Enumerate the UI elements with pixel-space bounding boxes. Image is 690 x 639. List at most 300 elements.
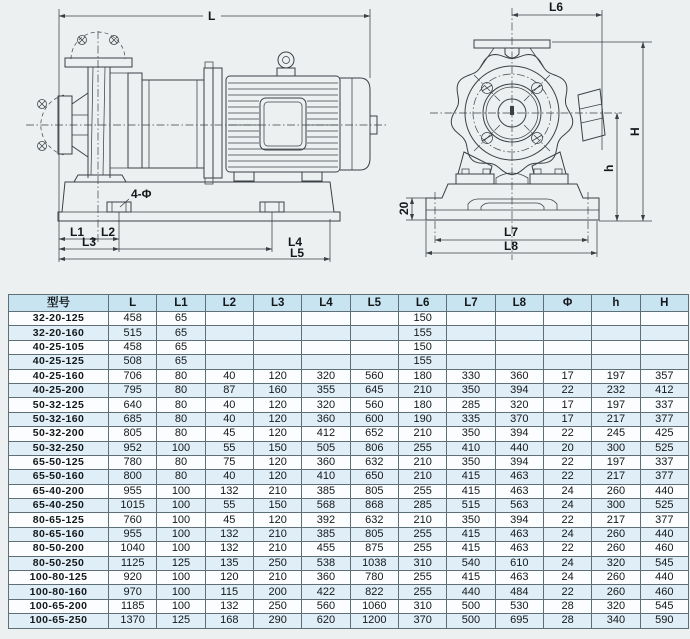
value-cell: 632 <box>350 513 398 527</box>
model-cell: 65-50-125 <box>9 455 109 469</box>
value-cell: 360 <box>302 412 350 426</box>
value-cell: 28 <box>543 599 591 613</box>
value-cell: 805 <box>350 484 398 498</box>
value-cell: 377 <box>640 412 688 426</box>
value-cell: 120 <box>205 571 253 585</box>
value-cell: 100 <box>157 499 205 513</box>
value-cell: 357 <box>640 369 688 383</box>
value-cell <box>302 326 350 340</box>
table-row <box>9 571 689 585</box>
value-cell: 65 <box>157 355 205 369</box>
model-cell: 50-32-125 <box>9 398 109 412</box>
value-cell: 320 <box>592 599 640 613</box>
value-cell: 125 <box>157 614 205 628</box>
value-cell: 505 <box>302 441 350 455</box>
value-cell: 100 <box>157 513 205 527</box>
value-cell: 695 <box>495 614 543 628</box>
value-cell: 484 <box>495 585 543 599</box>
table-row <box>9 383 689 397</box>
value-cell: 22 <box>543 470 591 484</box>
value-cell: 440 <box>640 571 688 585</box>
value-cell: 415 <box>447 571 495 585</box>
value-cell: 563 <box>495 499 543 513</box>
value-cell: 100 <box>157 585 205 599</box>
value-cell: 100 <box>157 484 205 498</box>
value-cell: 190 <box>398 412 446 426</box>
value-cell: 217 <box>592 470 640 484</box>
value-cell: 822 <box>350 585 398 599</box>
pump-dimension-drawings <box>0 0 690 292</box>
model-cell: 100-80-160 <box>9 585 109 599</box>
value-cell: 600 <box>350 412 398 426</box>
value-cell: 120 <box>253 427 301 441</box>
value-cell: 132 <box>205 599 253 613</box>
value-cell: 197 <box>592 455 640 469</box>
value-cell <box>592 340 640 354</box>
value-cell: 120 <box>253 513 301 527</box>
value-cell <box>350 312 398 326</box>
value-cell: 132 <box>205 527 253 541</box>
value-cell: 120 <box>253 398 301 412</box>
side-view-drawing <box>26 9 388 262</box>
value-cell <box>543 355 591 369</box>
value-cell: 1200 <box>350 614 398 628</box>
end-view-drawing <box>397 0 652 260</box>
model-cell: 65-50-160 <box>9 470 109 484</box>
value-cell: 300 <box>592 499 640 513</box>
value-cell: 80 <box>157 412 205 426</box>
value-cell: 460 <box>640 585 688 599</box>
value-cell <box>592 355 640 369</box>
value-cell: 24 <box>543 499 591 513</box>
dim-label-L6: L6 <box>549 0 564 14</box>
value-cell: 394 <box>495 383 543 397</box>
value-cell: 210 <box>253 527 301 541</box>
value-cell: 245 <box>592 427 640 441</box>
value-cell: 80 <box>157 369 205 383</box>
column-header: L <box>109 295 157 312</box>
value-cell: 760 <box>109 513 157 527</box>
value-cell <box>495 355 543 369</box>
value-cell: 1185 <box>109 599 157 613</box>
value-cell: 260 <box>592 542 640 556</box>
value-cell <box>253 326 301 340</box>
value-cell: 350 <box>447 455 495 469</box>
value-cell: 515 <box>109 326 157 340</box>
value-cell <box>205 326 253 340</box>
model-cell: 100-65-250 <box>9 614 109 628</box>
dim-label-L5: L5 <box>290 246 305 260</box>
value-cell: 180 <box>398 398 446 412</box>
value-cell: 260 <box>592 484 640 498</box>
value-cell: 217 <box>592 412 640 426</box>
dim-label-H: H <box>628 127 642 136</box>
column-header: L1 <box>157 295 205 312</box>
value-cell: 320 <box>495 398 543 412</box>
value-cell: 955 <box>109 484 157 498</box>
spec-table-body <box>9 312 689 629</box>
value-cell: 24 <box>543 527 591 541</box>
table-row <box>9 614 689 628</box>
value-cell <box>640 326 688 340</box>
value-cell <box>640 312 688 326</box>
table-row <box>9 312 689 326</box>
value-cell: 255 <box>398 571 446 585</box>
value-cell: 80 <box>157 427 205 441</box>
value-cell <box>253 355 301 369</box>
value-cell <box>495 326 543 340</box>
value-cell: 330 <box>447 369 495 383</box>
value-cell: 463 <box>495 571 543 585</box>
value-cell: 1370 <box>109 614 157 628</box>
column-header: 型号 <box>9 295 109 312</box>
value-cell: 197 <box>592 369 640 383</box>
value-cell: 370 <box>398 614 446 628</box>
value-cell: 210 <box>398 470 446 484</box>
value-cell: 197 <box>592 398 640 412</box>
value-cell: 260 <box>592 571 640 585</box>
value-cell: 210 <box>398 383 446 397</box>
value-cell: 805 <box>109 427 157 441</box>
value-cell: 1060 <box>350 599 398 613</box>
anchor-slot <box>107 202 284 212</box>
table-row <box>9 369 689 383</box>
value-cell: 150 <box>253 441 301 455</box>
dim-label-L2: L2 <box>101 225 116 239</box>
value-cell: 250 <box>253 599 301 613</box>
value-cell: 560 <box>350 398 398 412</box>
value-cell: 545 <box>640 556 688 570</box>
value-cell: 217 <box>592 513 640 527</box>
value-cell: 868 <box>350 499 398 513</box>
value-cell <box>350 340 398 354</box>
value-cell: 455 <box>302 542 350 556</box>
value-cell: 360 <box>495 369 543 383</box>
value-cell: 55 <box>205 499 253 513</box>
table-row <box>9 340 689 354</box>
value-cell: 620 <box>302 614 350 628</box>
value-cell: 285 <box>447 398 495 412</box>
value-cell: 385 <box>302 527 350 541</box>
value-cell: 65 <box>157 340 205 354</box>
value-cell: 132 <box>205 484 253 498</box>
value-cell: 875 <box>350 542 398 556</box>
value-cell: 540 <box>447 556 495 570</box>
spec-table <box>8 294 689 629</box>
value-cell: 320 <box>302 369 350 383</box>
value-cell: 1040 <box>109 542 157 556</box>
value-cell <box>495 340 543 354</box>
value-cell <box>302 355 350 369</box>
value-cell <box>592 326 640 340</box>
table-row <box>9 398 689 412</box>
value-cell: 530 <box>495 599 543 613</box>
value-cell <box>205 312 253 326</box>
value-cell: 80 <box>157 455 205 469</box>
value-cell: 500 <box>447 614 495 628</box>
value-cell: 232 <box>592 383 640 397</box>
dim-label-L4: L4 <box>288 235 303 249</box>
value-cell: 415 <box>447 527 495 541</box>
value-cell: 45 <box>205 427 253 441</box>
table-row <box>9 326 689 340</box>
value-cell: 440 <box>495 441 543 455</box>
value-cell <box>640 340 688 354</box>
value-cell: 260 <box>592 527 640 541</box>
value-cell: 310 <box>398 599 446 613</box>
model-cell: 32-20-160 <box>9 326 109 340</box>
table-row <box>9 355 689 369</box>
value-cell: 20 <box>543 441 591 455</box>
column-header: L6 <box>398 295 446 312</box>
value-cell: 568 <box>302 499 350 513</box>
value-cell: 515 <box>447 499 495 513</box>
value-cell: 22 <box>543 585 591 599</box>
value-cell: 87 <box>205 383 253 397</box>
value-cell: 255 <box>398 527 446 541</box>
table-row <box>9 513 689 527</box>
value-cell: 920 <box>109 571 157 585</box>
value-cell: 632 <box>350 455 398 469</box>
table-row <box>9 455 689 469</box>
value-cell: 340 <box>592 614 640 628</box>
column-header: Φ <box>543 295 591 312</box>
value-cell: 360 <box>302 571 350 585</box>
value-cell: 120 <box>253 369 301 383</box>
value-cell: 652 <box>350 427 398 441</box>
value-cell: 440 <box>447 585 495 599</box>
value-cell: 17 <box>543 398 591 412</box>
value-cell <box>302 340 350 354</box>
value-cell: 337 <box>640 455 688 469</box>
value-cell <box>447 326 495 340</box>
value-cell: 115 <box>205 585 253 599</box>
model-cell: 65-40-250 <box>9 499 109 513</box>
value-cell: 75 <box>205 455 253 469</box>
value-cell: 120 <box>253 455 301 469</box>
column-header: L3 <box>253 295 301 312</box>
value-cell: 410 <box>447 441 495 455</box>
value-cell: 377 <box>640 513 688 527</box>
value-cell: 255 <box>398 484 446 498</box>
value-cell <box>592 312 640 326</box>
value-cell: 640 <box>109 398 157 412</box>
value-cell: 795 <box>109 383 157 397</box>
value-cell: 805 <box>350 527 398 541</box>
value-cell: 100 <box>157 527 205 541</box>
value-cell: 255 <box>398 441 446 455</box>
value-cell <box>447 355 495 369</box>
value-cell: 250 <box>253 556 301 570</box>
model-cell: 40-25-160 <box>9 369 109 383</box>
model-cell: 32-20-125 <box>9 312 109 326</box>
value-cell: 100 <box>157 542 205 556</box>
value-cell: 155 <box>398 326 446 340</box>
value-cell: 500 <box>447 599 495 613</box>
dim-label-L: L <box>208 9 216 23</box>
value-cell: 168 <box>205 614 253 628</box>
value-cell: 1125 <box>109 556 157 570</box>
value-cell: 210 <box>398 513 446 527</box>
value-cell: 120 <box>253 412 301 426</box>
value-cell: 80 <box>157 398 205 412</box>
value-cell: 310 <box>398 556 446 570</box>
value-cell: 800 <box>109 470 157 484</box>
model-cell: 100-80-125 <box>9 571 109 585</box>
value-cell: 24 <box>543 484 591 498</box>
value-cell: 970 <box>109 585 157 599</box>
value-cell: 706 <box>109 369 157 383</box>
value-cell: 952 <box>109 441 157 455</box>
value-cell: 290 <box>253 614 301 628</box>
value-cell: 394 <box>495 455 543 469</box>
value-cell: 360 <box>302 455 350 469</box>
value-cell: 1015 <box>109 499 157 513</box>
value-cell: 780 <box>109 455 157 469</box>
value-cell <box>302 312 350 326</box>
value-cell: 17 <box>543 412 591 426</box>
value-cell: 80 <box>157 470 205 484</box>
column-header: L2 <box>205 295 253 312</box>
value-cell: 210 <box>253 484 301 498</box>
value-cell: 155 <box>398 355 446 369</box>
table-row <box>9 527 689 541</box>
value-cell: 40 <box>205 470 253 484</box>
value-cell: 440 <box>640 527 688 541</box>
table-row <box>9 542 689 556</box>
column-header: h <box>592 295 640 312</box>
dim-label-20: 20 <box>397 201 411 215</box>
table-row <box>9 556 689 570</box>
value-cell: 458 <box>109 340 157 354</box>
value-cell: 160 <box>253 383 301 397</box>
value-cell: 463 <box>495 470 543 484</box>
value-cell: 285 <box>398 499 446 513</box>
value-cell: 394 <box>495 427 543 441</box>
value-cell <box>543 312 591 326</box>
value-cell: 210 <box>398 427 446 441</box>
column-header: L7 <box>447 295 495 312</box>
value-cell: 545 <box>640 599 688 613</box>
dim-label-L3: L3 <box>82 235 97 249</box>
value-cell: 132 <box>205 542 253 556</box>
table-row <box>9 585 689 599</box>
value-cell: 415 <box>447 470 495 484</box>
value-cell: 650 <box>350 470 398 484</box>
value-cell: 65 <box>157 312 205 326</box>
value-cell: 415 <box>447 484 495 498</box>
table-row <box>9 412 689 426</box>
value-cell: 377 <box>640 470 688 484</box>
column-header: L8 <box>495 295 543 312</box>
value-cell: 100 <box>157 599 205 613</box>
value-cell: 508 <box>109 355 157 369</box>
table-row <box>9 499 689 513</box>
value-cell: 135 <box>205 556 253 570</box>
value-cell <box>640 355 688 369</box>
column-header: L4 <box>302 295 350 312</box>
value-cell: 463 <box>495 484 543 498</box>
table-row <box>9 599 689 613</box>
value-cell: 17 <box>543 369 591 383</box>
value-cell: 525 <box>640 441 688 455</box>
table-header-row <box>9 295 689 312</box>
value-cell: 645 <box>350 383 398 397</box>
model-cell: 80-50-250 <box>9 556 109 570</box>
value-cell <box>350 326 398 340</box>
value-cell: 458 <box>109 312 157 326</box>
value-cell <box>447 340 495 354</box>
value-cell: 394 <box>495 513 543 527</box>
value-cell: 255 <box>398 542 446 556</box>
value-cell: 350 <box>447 513 495 527</box>
value-cell: 415 <box>447 542 495 556</box>
column-header: H <box>640 295 688 312</box>
value-cell: 335 <box>447 412 495 426</box>
value-cell: 685 <box>109 412 157 426</box>
value-cell: 350 <box>447 383 495 397</box>
value-cell <box>543 340 591 354</box>
model-cell: 40-25-200 <box>9 383 109 397</box>
value-cell: 260 <box>592 585 640 599</box>
value-cell: 150 <box>253 499 301 513</box>
value-cell: 300 <box>592 441 640 455</box>
model-cell: 65-40-200 <box>9 484 109 498</box>
value-cell: 55 <box>205 441 253 455</box>
value-cell: 610 <box>495 556 543 570</box>
value-cell <box>447 312 495 326</box>
value-cell: 210 <box>253 542 301 556</box>
value-cell: 425 <box>640 427 688 441</box>
value-cell: 210 <box>398 455 446 469</box>
model-cell: 100-65-200 <box>9 599 109 613</box>
table-row <box>9 441 689 455</box>
value-cell <box>253 340 301 354</box>
model-cell: 80-50-200 <box>9 542 109 556</box>
dim-label-L1: L1 <box>70 225 85 239</box>
value-cell: 22 <box>543 455 591 469</box>
model-cell: 80-65-125 <box>9 513 109 527</box>
value-cell <box>253 312 301 326</box>
value-cell: 955 <box>109 527 157 541</box>
value-cell: 337 <box>640 398 688 412</box>
dim-label-L7: L7 <box>504 225 519 239</box>
value-cell: 320 <box>302 398 350 412</box>
value-cell: 24 <box>543 571 591 585</box>
value-cell: 385 <box>302 484 350 498</box>
value-cell: 780 <box>350 571 398 585</box>
value-cell: 255 <box>398 585 446 599</box>
table-row <box>9 470 689 484</box>
dim-label-h: h <box>602 164 616 172</box>
model-cell: 40-25-105 <box>9 340 109 354</box>
value-cell <box>495 312 543 326</box>
value-cell: 590 <box>640 614 688 628</box>
value-cell: 65 <box>157 326 205 340</box>
value-cell: 120 <box>253 470 301 484</box>
value-cell: 525 <box>640 499 688 513</box>
value-cell: 806 <box>350 441 398 455</box>
model-cell: 50-32-250 <box>9 441 109 455</box>
value-cell: 28 <box>543 614 591 628</box>
table-row <box>9 484 689 498</box>
value-cell: 463 <box>495 527 543 541</box>
value-cell: 200 <box>253 585 301 599</box>
value-cell: 150 <box>398 312 446 326</box>
value-cell <box>543 326 591 340</box>
value-cell: 22 <box>543 383 591 397</box>
column-header: L5 <box>350 295 398 312</box>
